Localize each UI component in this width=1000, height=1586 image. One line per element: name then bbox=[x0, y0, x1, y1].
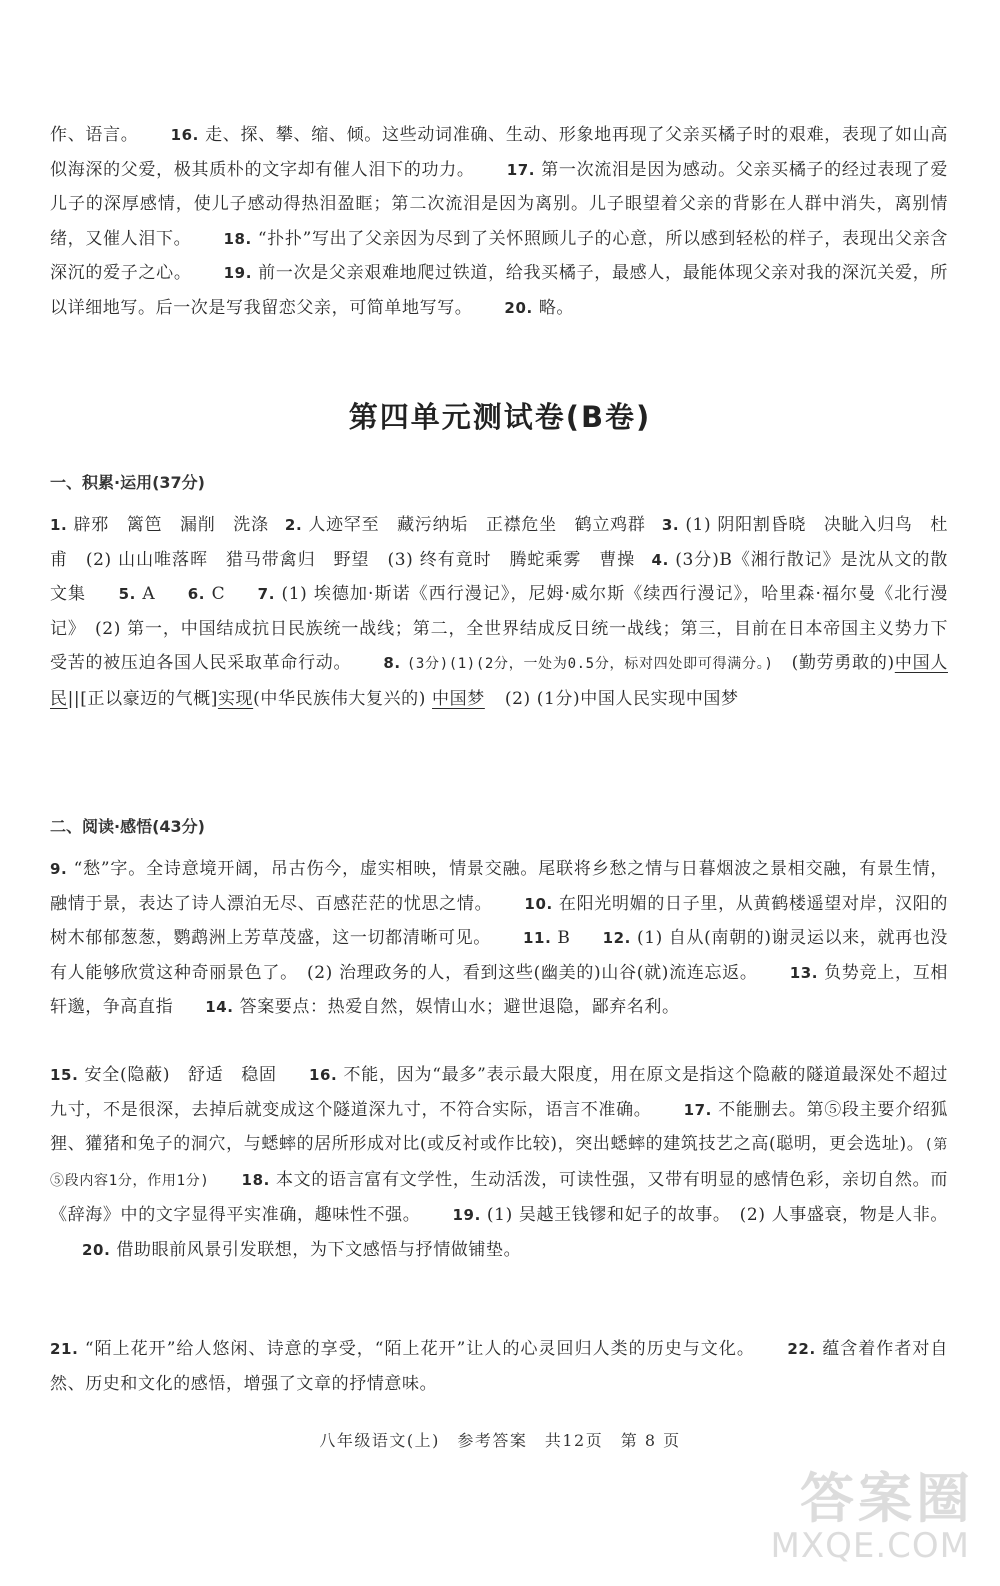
s2-q9-answer: “愁”字。全诗意境开阔，吊古伤今，虚实相映，情景交融。尾联将乡愁之情与日暮烟波之景相交融，有景生情，融情于景，表达了诗人漂泊无尽、百感茫茫的忧思之情。 bbox=[50, 859, 948, 914]
s1-q6-answer: C bbox=[211, 584, 226, 604]
s2-q10-answer: 在阳光明媚的日子里，从黄鹤楼遥望对岸，汉阳的树木郁郁葱葱，鹦鹉洲上芳草茂盛，这一切都清晰可见。 bbox=[50, 893, 949, 948]
s2-q17-number: 17. bbox=[683, 1100, 712, 1119]
s1-q1-number: 1. bbox=[50, 516, 68, 534]
s2-q14-answer: 答案要点：热爱自然，娱情山水；避世退隐，鄙弃名利。 bbox=[239, 997, 680, 1017]
s2-q15-number: 15. bbox=[50, 1066, 79, 1084]
s1-q8-subject: 中国人民 bbox=[50, 653, 948, 709]
s2-q11-answer: B bbox=[557, 928, 571, 948]
s2-q21-number: 21. bbox=[50, 1340, 79, 1358]
s1-q3-number: 3. bbox=[661, 516, 680, 534]
q19-answer: 前一次是父亲艰难地爬过铁道，给我买橘子，最感人，最能体现父亲对我的深沉关爱，所以详细地写。后一次是写我留恋父亲，可简单地写写。 bbox=[50, 263, 948, 318]
s2-q18-number: 18. bbox=[241, 1170, 270, 1189]
section-heading-accumulation: 一、积累·运用(37分) bbox=[50, 473, 205, 492]
s1-q7-answer: (1) 埃德加·斯诺《西行漫记》，尼姆·威尔斯《续西行漫记》，哈里森·福尔曼《北行漫记》 (2) 第一，中国结成抗日民族统一战线；第二，全世界结成反日统一战线；第三，目前在日本帝国主义势力下受苦的被压迫各国人民采取革命行动。 bbox=[50, 584, 948, 673]
s2-q11-number: 11. bbox=[523, 929, 552, 947]
s2-q17-scoring: (第⑤段内容1分，作用1分) bbox=[50, 1137, 948, 1189]
s1-q1-answer: 辟邪 篱笆 漏削 洗涤 bbox=[73, 515, 269, 535]
s2-q18-answer: 本文的语言富有文学性，生动活泼，可读性强，又带有明显的感情色彩，亲切自然。而《辞海》中的文字显得平实准确，趣味性不强。 bbox=[50, 1169, 948, 1225]
s1-q8-attr2: (中华民族伟大复兴的) bbox=[253, 688, 427, 709]
answer-tail: 作、语言。 bbox=[50, 125, 139, 145]
section2-answers-c bbox=[50, 1332, 948, 1401]
s2-q9-number: 9. bbox=[50, 860, 68, 878]
s2-q16-answer: 不能，因为“最多”表示最大限度，用在原文是指这个隐蔽的隧道最深处不超过九寸，不是很深，去掉后就变成这个隧道深九寸，不符合实际，语言不准确。 bbox=[50, 1065, 948, 1120]
s1-q4-answer: (3分)B《湘行散记》是沈从文的散文集 bbox=[50, 549, 948, 604]
s2-q22-number: 22. bbox=[787, 1340, 816, 1358]
s1-q4-number: 4. bbox=[651, 550, 669, 569]
section2-answers-b bbox=[50, 1058, 948, 1267]
s1-q8-predicate: 实现 bbox=[217, 688, 254, 709]
unit-test-title: 第四单元测试卷(B卷) bbox=[348, 400, 652, 434]
s1-q8-adverbial: ||[正以豪迈的气概] bbox=[67, 688, 218, 709]
s1-q8-object: 中国梦 bbox=[432, 688, 485, 709]
s2-q20-number: 20. bbox=[82, 1240, 111, 1259]
s2-q14-number: 14. bbox=[205, 998, 234, 1016]
q18-answer: “扑扑”写出了父亲因为尽到了关怀照顾儿子的心意，所以感到轻松的样子，表现出父亲含深沉的爱子之心。 bbox=[50, 228, 948, 283]
s2-q21-answer: “陌上花开”给人悠闲、诗意的享受，“陌上花开”让人的心灵回归人类的历史与文化。 bbox=[84, 1339, 755, 1359]
site-watermark bbox=[754, 1456, 974, 1566]
s2-q17-answer: 不能删去。第⑤段主要介绍狐狸、獾猪和兔子的洞穴，与蟋蟀的居所形成对比(或反衬或作比较)，突出蟋蟀的建筑技艺之高(聪明，更会选址)。 bbox=[50, 1099, 948, 1154]
s1-q8-number: 8. bbox=[383, 654, 401, 672]
s1-q2-number: 2. bbox=[284, 516, 303, 534]
section-heading-reading: 二、阅读·感悟(43分) bbox=[50, 817, 205, 836]
s1-q8-attr1: (勤劳勇敢的) bbox=[791, 653, 895, 673]
s2-q13-number: 13. bbox=[789, 963, 819, 982]
s2-q13-answer: 负势竞上，互相轩邈，争高直指 bbox=[50, 962, 948, 1017]
q20-number: 20. bbox=[504, 298, 533, 317]
s2-q22-answer: 蕴含着作者对自然、历史和文化的感悟，增强了文章的抒情意味。 bbox=[50, 1339, 949, 1394]
s2-q12-answer: (1) 自从(南朝的)谢灵运以来，就再也没有人能够欣赏这种奇丽景色了。 (2) 治理政务的人，看到这些(幽美的)山谷(就)流连忘返。 bbox=[50, 928, 948, 983]
s2-q20-answer: 借助眼前风景引发联想，为下文感悟与抒情做铺垫。 bbox=[116, 1239, 522, 1260]
s1-q5-number: 5. bbox=[118, 585, 136, 603]
s2-q16-number: 16. bbox=[308, 1066, 338, 1084]
q17-number: 17. bbox=[506, 160, 536, 179]
s1-q6-number: 6. bbox=[187, 585, 206, 603]
q20-answer: 略。 bbox=[538, 297, 575, 318]
page-footer: 八年级语文(上) 参考答案 共12页 第 8 页 bbox=[319, 1431, 681, 1450]
s2-q19-answer: (1) 吴越王钱镠和妃子的故事。 (2) 人事盛衰，物是人非。 bbox=[486, 1205, 948, 1225]
s2-q12-number: 12. bbox=[602, 929, 631, 947]
s2-q10-number: 10. bbox=[524, 894, 553, 913]
s2-q19-number: 19. bbox=[452, 1206, 481, 1224]
s1-q8-scoring: (3分)(1)(2分，一处为0.5分，标对四处即可得满分。) bbox=[406, 656, 774, 672]
watermark-logo-text: 答案圈 bbox=[800, 1467, 974, 1530]
q18-number: 18. bbox=[223, 229, 252, 248]
s1-q7-number: 7. bbox=[257, 585, 275, 603]
s1-q2-answer: 人迹罕至 藏污纳垢 正襟危坐 鹤立鸡群 bbox=[308, 515, 646, 535]
s1-q3-answer: (1) 阴阳割昏晓 决眦入归鸟 杜甫 (2) 山山唯落晖 猎马带禽归 野望 (3) 终有竟时 腾蛇乘雾 曹操 bbox=[50, 515, 948, 570]
s1-q5-answer: A bbox=[142, 584, 156, 604]
s2-q15-answer: 安全(隐蔽) 舒适 稳固 bbox=[84, 1065, 277, 1085]
s1-q8-part2: (2) (1分)中国人民实现中国梦 bbox=[504, 688, 739, 709]
q19-number: 19. bbox=[223, 264, 253, 282]
q17-answer: 第一次流泪是因为感动。父亲买橘子的经过表现了爱儿子的深厚感情，使儿子感动得热泪盈眶；第二次流泪是因为离别。儿子眼望着父亲的背影在人群中消失，离别情绪，又催人泪下。 bbox=[50, 159, 948, 249]
q16-answer: 走、探、攀、缩、倾。这些动词准确、生动、形象地再现了父亲买橘子时的艰难，表现了如山高似海深的父爱，极其质朴的文字却有催人泪下的功力。 bbox=[50, 125, 949, 180]
section2-answers-a bbox=[50, 852, 948, 1025]
q16-number: 16. bbox=[170, 126, 199, 144]
section1-answers bbox=[50, 508, 948, 716]
watermark-url: MXQE.COM bbox=[770, 1526, 970, 1566]
continued-answers-block bbox=[50, 118, 948, 325]
